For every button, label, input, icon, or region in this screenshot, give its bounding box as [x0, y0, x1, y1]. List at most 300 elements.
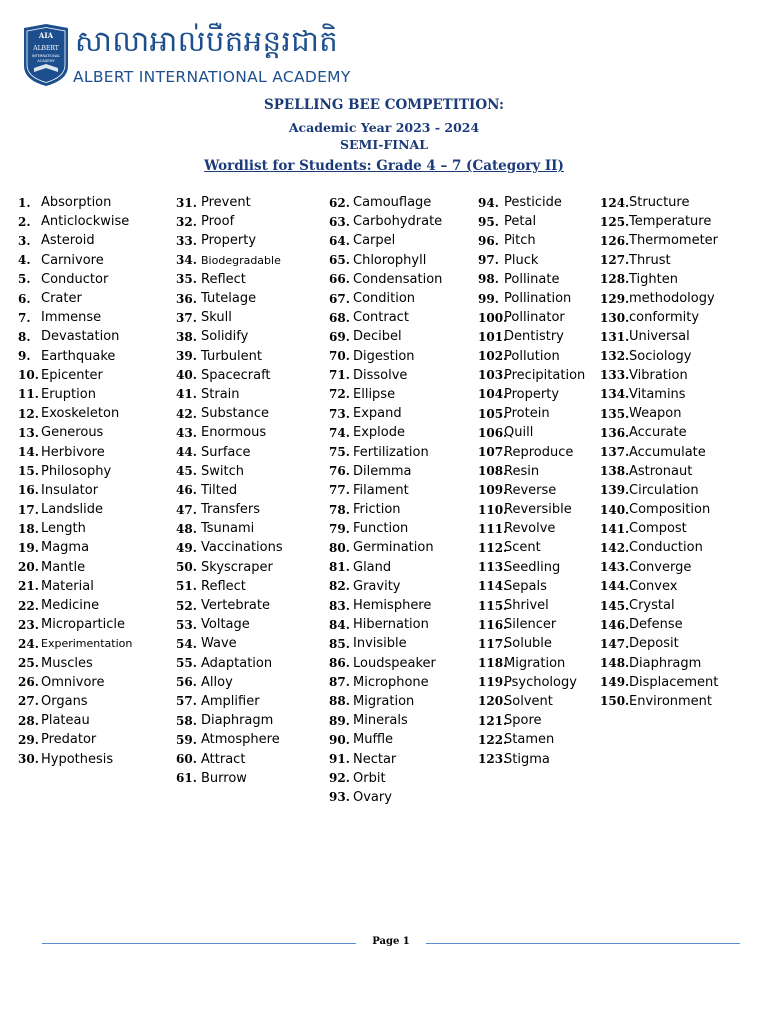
list-item [478, 231, 585, 250]
list-item [600, 366, 718, 385]
spelling-word: Gland [353, 559, 392, 575]
list-item [478, 615, 585, 634]
spelling-word: Property [201, 233, 257, 249]
item-number: 28. [18, 713, 39, 728]
item-number: 47. [176, 502, 197, 517]
list-item [600, 519, 718, 538]
spelling-word: Attract [201, 751, 246, 767]
spelling-word: Crater [41, 291, 82, 307]
item-number: 31. [176, 195, 197, 210]
spelling-word: Predator [41, 732, 97, 748]
spelling-word: Experimentation [41, 637, 133, 651]
list-item [329, 385, 442, 404]
list-item [18, 519, 132, 538]
item-number: 86. [329, 656, 350, 671]
item-number: 62. [329, 195, 350, 210]
svg-text:ALBERT: ALBERT [33, 45, 59, 52]
list-item [176, 231, 283, 250]
spelling-word: Fertilization [353, 444, 429, 460]
spelling-word: Resin [504, 463, 540, 479]
footer-divider-right [426, 943, 740, 944]
item-number: 94. [478, 195, 499, 210]
spelling-word: Filament [353, 482, 409, 498]
spelling-word: Switch [201, 463, 244, 479]
spelling-word: Sepals [504, 578, 547, 594]
spelling-word: Quill [504, 425, 534, 441]
list-item [18, 442, 132, 461]
list-item [18, 347, 132, 366]
spelling-word: Crystal [629, 598, 675, 614]
item-number: 9. [18, 349, 31, 364]
item-number: 23. [18, 617, 39, 632]
spelling-word: Structure [629, 195, 690, 211]
item-number: 64. [329, 233, 350, 248]
list-item [478, 596, 585, 615]
list-item [600, 538, 718, 557]
item-number: 136. [600, 425, 630, 440]
item-number: 85. [329, 636, 350, 651]
item-number: 26. [18, 675, 39, 690]
item-number: 7. [18, 310, 31, 325]
spelling-word: Carpel [353, 233, 396, 249]
item-number: 91. [329, 752, 350, 767]
spelling-word: Hypothesis [41, 751, 114, 767]
spelling-word: Adaptation [201, 655, 273, 671]
item-number: 50. [176, 560, 197, 575]
item-number: 119. [478, 675, 508, 690]
spelling-word: Dentistry [504, 329, 564, 345]
spelling-word: Tsunami [201, 521, 255, 537]
spelling-word: Reflect [201, 271, 246, 287]
item-number: 131. [600, 329, 630, 344]
list-item [18, 730, 132, 749]
spelling-word: Protein [504, 406, 550, 422]
item-number: 3. [18, 233, 31, 248]
spelling-word: Ovary [353, 789, 392, 805]
item-number: 61. [176, 771, 197, 786]
list-item [18, 481, 132, 500]
spelling-word: Pesticide [504, 195, 562, 211]
spelling-word: Composition [629, 502, 711, 518]
footer-divider-left [42, 943, 356, 944]
list-item [478, 749, 585, 768]
spelling-word: Defense [629, 617, 683, 633]
item-number: 125. [600, 214, 630, 229]
spelling-word: Chlorophyll [353, 252, 427, 268]
spelling-word: Reversible [504, 502, 572, 518]
spelling-word: Voltage [201, 617, 250, 633]
item-number: 98. [478, 272, 499, 287]
item-number: 68. [329, 310, 350, 325]
spelling-word: Soluble [504, 636, 552, 652]
spelling-word: Vitamins [629, 386, 686, 402]
list-item [478, 366, 585, 385]
list-item [18, 385, 132, 404]
item-number: 120. [478, 694, 508, 709]
spelling-word: Vaccinations [201, 540, 283, 556]
item-number: 138. [600, 464, 630, 479]
spelling-word: Nectar [353, 751, 397, 767]
list-item [18, 692, 132, 711]
spelling-word: Pitch [504, 233, 536, 249]
list-item [329, 270, 442, 289]
spelling-word: Thrust [629, 252, 671, 268]
spelling-word: Expand [353, 406, 402, 422]
list-item [478, 347, 585, 366]
list-item [329, 289, 442, 308]
academy-logo-icon [22, 22, 70, 88]
spelling-word: Hibernation [353, 617, 429, 633]
spelling-word: Solidify [201, 329, 249, 345]
list-item [329, 308, 442, 327]
item-number: 22. [18, 598, 39, 613]
spelling-word: Earthquake [41, 348, 116, 364]
item-number: 16. [18, 483, 39, 498]
spelling-word: Displacement [629, 674, 719, 690]
svg-text:AIA: AIA [38, 31, 54, 40]
spelling-word: Germination [353, 540, 434, 556]
item-number: 6. [18, 291, 31, 306]
list-item [176, 711, 283, 730]
list-item [478, 404, 585, 423]
item-number: 74. [329, 425, 350, 440]
item-number: 83. [329, 598, 350, 613]
item-number: 124. [600, 195, 630, 210]
spelling-word: Shrivel [504, 598, 549, 614]
item-number: 114. [478, 579, 508, 594]
list-item [18, 500, 132, 519]
list-item [329, 634, 442, 653]
item-number: 137. [600, 445, 630, 460]
list-item [478, 251, 585, 270]
list-item [600, 327, 718, 346]
list-item [176, 481, 283, 500]
item-number: 95. [478, 214, 499, 229]
spelling-word: Silencer [504, 617, 557, 633]
list-item [478, 385, 585, 404]
list-item [329, 212, 442, 231]
spelling-word: Carnivore [41, 252, 104, 268]
item-number: 46. [176, 483, 197, 498]
list-item [600, 231, 718, 250]
list-item [18, 308, 132, 327]
spelling-word: Strain [201, 386, 240, 402]
item-number: 118. [478, 656, 508, 671]
spelling-word: Skyscraper [201, 559, 273, 575]
list-item [18, 193, 132, 212]
spelling-word: conformity [629, 310, 700, 326]
item-number: 132. [600, 349, 630, 364]
spelling-word: methodology [629, 291, 715, 307]
item-number: 75. [329, 445, 350, 460]
wordlist-title: Wordlist for Students: Grade 4 – 7 (Category II) [204, 158, 564, 174]
item-number: 130. [600, 310, 630, 325]
spelling-word: Weapon [629, 406, 682, 422]
list-item [176, 749, 283, 768]
spelling-word: Function [353, 521, 409, 537]
item-number: 92. [329, 771, 350, 786]
list-item [478, 654, 585, 673]
word-column-4 [478, 193, 585, 769]
item-number: 135. [600, 406, 630, 421]
list-item [600, 673, 718, 692]
spelling-word: Ellipse [353, 386, 396, 402]
spelling-word: Invisible [353, 636, 407, 652]
item-number: 148. [600, 656, 630, 671]
item-number: 43. [176, 425, 197, 440]
list-item [18, 538, 132, 557]
item-number: 15. [18, 464, 39, 479]
item-number: 107. [478, 445, 508, 460]
item-number: 56. [176, 675, 197, 690]
list-item [600, 289, 718, 308]
word-column-1 [18, 193, 132, 769]
item-number: 14. [18, 445, 39, 460]
list-item [478, 711, 585, 730]
list-item [176, 558, 283, 577]
spelling-word: Explode [353, 425, 405, 441]
item-number: 146. [600, 617, 630, 632]
item-number: 37. [176, 310, 197, 325]
spelling-word: Contract [353, 310, 409, 326]
item-number: 110. [478, 502, 508, 517]
list-item [18, 231, 132, 250]
spelling-word: Friction [353, 502, 401, 518]
spelling-word: Pollution [504, 348, 560, 364]
spelling-word: Minerals [353, 713, 408, 729]
spelling-word: Muscles [41, 655, 93, 671]
list-item [478, 327, 585, 346]
item-number: 134. [600, 387, 630, 402]
list-item [329, 442, 442, 461]
item-number: 44. [176, 445, 197, 460]
spelling-word: Burrow [201, 770, 247, 786]
list-item [329, 251, 442, 270]
spelling-word: Revolve [504, 521, 556, 537]
spelling-word: Immense [41, 310, 102, 326]
item-number: 129. [600, 291, 630, 306]
list-item [176, 289, 283, 308]
spelling-word: Organs [41, 693, 88, 709]
spelling-word: Scent [504, 540, 541, 556]
list-item [18, 251, 132, 270]
list-item [18, 615, 132, 634]
list-item [329, 558, 442, 577]
list-item [600, 692, 718, 711]
spelling-word: Pollinate [504, 271, 560, 287]
item-number: 122. [478, 732, 508, 747]
list-item [176, 500, 283, 519]
spelling-word: Stigma [504, 751, 550, 767]
item-number: 48. [176, 521, 197, 536]
item-number: 97. [478, 253, 499, 268]
list-item [329, 730, 442, 749]
round-title: SEMI-FINAL [339, 137, 429, 152]
list-item [18, 423, 132, 442]
item-number: 72. [329, 387, 350, 402]
list-item [478, 673, 585, 692]
list-item [329, 193, 442, 212]
spelling-word: Mantle [41, 559, 86, 575]
list-item [329, 711, 442, 730]
school-name: ALBERT INTERNATIONAL ACADEMY [73, 68, 351, 86]
item-number: 104. [478, 387, 508, 402]
list-item [18, 270, 132, 289]
item-number: 10. [18, 368, 39, 383]
list-item [329, 692, 442, 711]
spelling-word: Exoskeleton [41, 406, 120, 422]
item-number: 39. [176, 349, 197, 364]
list-item [478, 538, 585, 557]
item-number: 145. [600, 598, 630, 613]
item-number: 19. [18, 540, 39, 555]
spelling-word: Medicine [41, 598, 100, 614]
item-number: 55. [176, 656, 197, 671]
item-number: 4. [18, 253, 31, 268]
list-item [18, 634, 132, 653]
list-item [600, 615, 718, 634]
list-item [176, 615, 283, 634]
spelling-word: Plateau [41, 713, 90, 729]
spelling-word: Diaphragm [629, 655, 702, 671]
spelling-word: Orbit [353, 770, 386, 786]
list-item [600, 270, 718, 289]
list-item [329, 615, 442, 634]
list-item [329, 788, 442, 807]
item-number: 60. [176, 752, 197, 767]
item-number: 57. [176, 694, 197, 709]
list-item [478, 481, 585, 500]
list-item [600, 634, 718, 653]
item-number: 12. [18, 406, 39, 421]
spelling-word: Landslide [41, 502, 103, 518]
list-item [18, 558, 132, 577]
item-number: 106. [478, 425, 508, 440]
spelling-word: Compost [629, 521, 687, 537]
list-item [176, 673, 283, 692]
list-item [176, 462, 283, 481]
list-item [329, 404, 442, 423]
list-item [329, 749, 442, 768]
spelling-word: Pollinator [504, 310, 565, 326]
list-item [600, 308, 718, 327]
spelling-word: Turbulent [201, 348, 262, 364]
item-number: 141. [600, 521, 630, 536]
list-item [18, 289, 132, 308]
list-item [176, 308, 283, 327]
spelling-word: Gravity [353, 578, 401, 594]
list-item [329, 673, 442, 692]
item-number: 34. [176, 253, 197, 268]
list-item [600, 500, 718, 519]
item-number: 139. [600, 483, 630, 498]
spelling-word: Length [41, 521, 86, 537]
list-item [478, 423, 585, 442]
spelling-word: Condensation [353, 271, 443, 287]
item-number: 78. [329, 502, 350, 517]
list-item [329, 500, 442, 519]
item-number: 123. [478, 752, 508, 767]
academic-year: Academic Year 2023 - 2024 [288, 120, 480, 135]
item-number: 101. [478, 329, 508, 344]
item-number: 89. [329, 713, 350, 728]
spelling-word: Vertebrate [201, 598, 270, 614]
item-number: 140. [600, 502, 630, 517]
spelling-word: Biodegradable [201, 253, 281, 267]
spelling-word: Petal [504, 214, 537, 230]
spelling-word: Deposit [629, 636, 679, 652]
item-number: 32. [176, 214, 197, 229]
word-column-5 [600, 193, 718, 711]
spelling-word: Reverse [504, 482, 557, 498]
svg-text:ACADEMY: ACADEMY [37, 59, 55, 63]
spelling-word: Tighten [629, 271, 678, 287]
list-item [600, 193, 718, 212]
spelling-word: Accurate [629, 425, 687, 441]
list-item [329, 327, 442, 346]
list-item [600, 423, 718, 442]
item-number: 52. [176, 598, 197, 613]
item-number: 27. [18, 694, 39, 709]
list-item [329, 366, 442, 385]
item-number: 147. [600, 636, 630, 651]
spelling-word: Herbivore [41, 444, 105, 460]
spelling-word: Condition [353, 291, 416, 307]
item-number: 127. [600, 253, 630, 268]
list-item [329, 519, 442, 538]
spelling-word: Conductor [41, 271, 109, 287]
item-number: 35. [176, 272, 197, 287]
item-number: 143. [600, 560, 630, 575]
list-item [478, 212, 585, 231]
list-item [176, 692, 283, 711]
spelling-word: Decibel [353, 329, 402, 345]
spelling-word: Magma [41, 540, 90, 556]
item-number: 45. [176, 464, 197, 479]
spelling-word: Converge [629, 559, 692, 575]
item-number: 105. [478, 406, 508, 421]
list-item [329, 654, 442, 673]
spelling-word: Thermometer [629, 233, 719, 249]
list-item [176, 327, 283, 346]
item-number: 69. [329, 329, 350, 344]
list-item [18, 404, 132, 423]
competition-title: SPELLING BEE COMPETITION: [264, 97, 504, 113]
item-number: 133. [600, 368, 630, 383]
spelling-word: Proof [201, 214, 235, 230]
list-item [18, 711, 132, 730]
spelling-word: Absorption [41, 195, 112, 211]
item-number: 59. [176, 732, 197, 747]
item-number: 25. [18, 656, 39, 671]
item-number: 2. [18, 214, 31, 229]
spelling-word: Wave [201, 636, 237, 652]
spelling-word: Pollination [504, 291, 572, 307]
spelling-word: Eruption [41, 386, 96, 402]
spelling-word: Universal [629, 329, 690, 345]
list-item [176, 442, 283, 461]
item-number: 103. [478, 368, 508, 383]
spelling-word: Transfers [201, 502, 261, 518]
spelling-word: Spore [504, 713, 542, 729]
list-item [478, 289, 585, 308]
item-number: 102. [478, 349, 508, 364]
list-item [329, 347, 442, 366]
list-item [176, 366, 283, 385]
item-number: 42. [176, 406, 197, 421]
list-item [600, 442, 718, 461]
list-item [18, 749, 132, 768]
